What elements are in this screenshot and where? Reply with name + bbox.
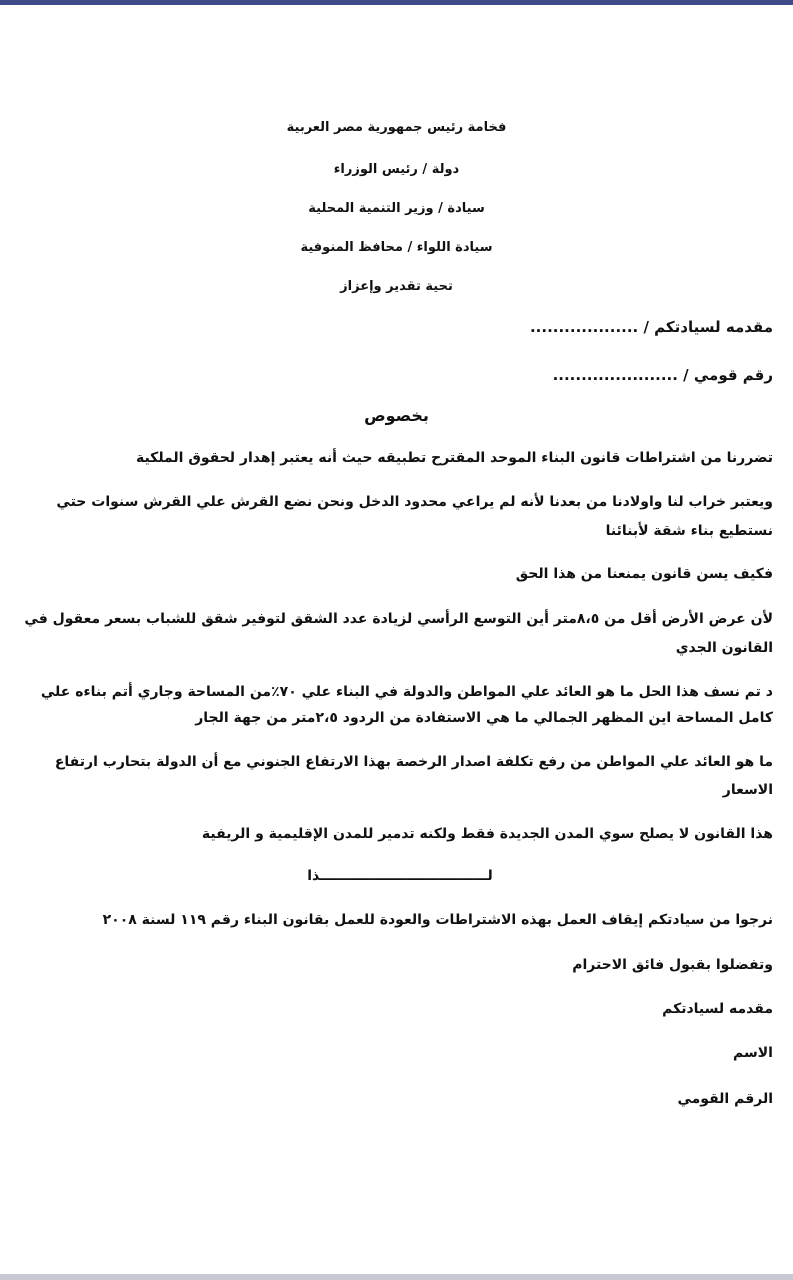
regards: وتفضلوا بقبول فائق الاحترام	[572, 957, 773, 973]
paragraph-4-line-1: لأن عرض الأرض أقل من ٨،٥متر أين التوسع الرأسي لزيادة عدد الشقق لتوفير شقق للشباب بسعر معقول في	[24, 611, 773, 627]
paragraph-2-line-2: نستطيع بناء شقة لأبنائنا	[605, 523, 773, 539]
request-paragraph: نرجوا من سيادتكم إيقاف العمل بهذه الاشتراطات والعودة للعمل بقانون البناء رقم ١١٩ لسنة ٢٠٠٨	[102, 912, 773, 928]
therefore-divider: لـــــــــــــــــــــــــــــــــــذا	[307, 868, 493, 884]
name-label: الاسم	[733, 1045, 773, 1061]
national-id-label: الرقم القومي	[677, 1091, 773, 1107]
subject-heading: بخصوص	[364, 406, 429, 425]
paragraph-1: تضررنا من اشتراطات قانون البناء الموحد المقترح تطبيقه حيث أنه يعتبر إهدار لحقوق الملكية	[135, 450, 773, 466]
submitted-by: مقدمه لسيادتكم	[662, 1001, 773, 1017]
paragraph-6-line-2: الاسعار	[722, 782, 773, 798]
national-id-field: رقم قومي / ......................	[552, 366, 773, 384]
applicant-field: مقدمه لسيادتكم / ...................	[529, 318, 773, 336]
paragraph-6-line-1: ما هو العائد علي المواطن من رفع تكلفة اصدار الرخصة بهذا الارتفاع الجنوني مع أن الدولة بتحارب ارتفاع	[54, 754, 773, 770]
paragraph-5-line-1: د تم نسف هذا الحل ما هو العائد علي المواطن والدولة في البناء علي ٧٠٪من المساحة وجاري أتم بناءه علي	[40, 684, 773, 700]
addressee-governor: سيادة اللواء / محافظ المنوفية	[300, 240, 493, 255]
bottom-border	[0, 1274, 793, 1280]
paragraph-7: هذا القانون لا يصلح سوي المدن الجديدة فقط ولكنه تدمير للمدن الإقليمية و الريفية	[201, 826, 773, 842]
paragraph-3: فكيف يسن قانون يمنعنا من هذا الحق	[515, 566, 773, 582]
top-border	[0, 0, 793, 5]
paragraph-4-line-2: القانون الجدي	[675, 640, 773, 656]
paragraph-5-line-2: كامل المساحة اين المظهر الجمالي ما هي الاستفادة من الردود ٢،٥متر من جهة الجار	[195, 710, 773, 726]
addressee-prime-minister: دولة / رئيس الوزراء	[333, 162, 460, 177]
paragraph-2-line-1: ويعتبر خراب لنا واولادنا من بعدنا لأنه لم يراعي محدود الدخل ونحن نضع القرش علي القرش سنوات حتي	[56, 494, 773, 510]
addressee-president: فخامة رئيس جمهورية مصر العربية	[286, 120, 507, 135]
greeting: تحية تقدير وإعزاز	[340, 279, 453, 294]
addressee-local-dev-minister: سيادة / وزير التنمية المحلية	[308, 201, 485, 216]
